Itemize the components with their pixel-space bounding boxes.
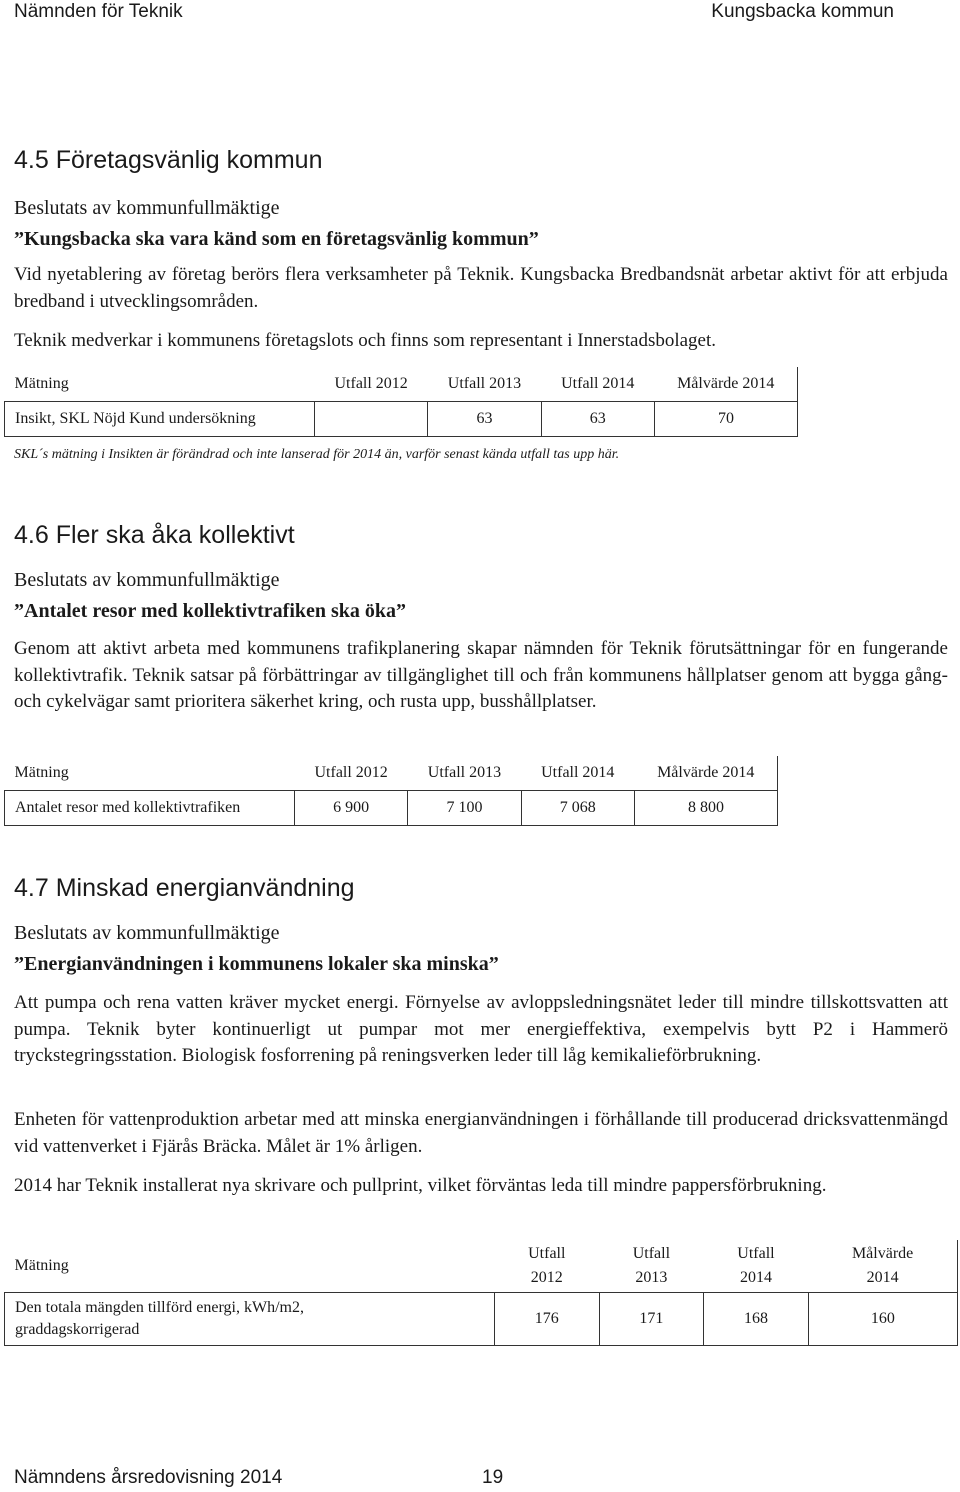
section-title-4-5: 4.5 Företagsvänlig kommun: [14, 146, 323, 174]
table-header-cell: Utfall 2012: [295, 756, 408, 791]
row-label-line: graddagskorrigerad: [15, 1321, 140, 1338]
goal-statement: ”Energianvändningen i kommunens lokaler ska minska”: [14, 953, 499, 975]
table-header-cell: Utfall 2012: [315, 367, 428, 402]
table-cell: 7 100: [408, 791, 521, 826]
table-header-cell: [495, 1240, 600, 1293]
header-line: Utfall: [737, 1245, 775, 1262]
table-cell: [5, 1293, 495, 1346]
goal-statement: ”Kungsbacka ska vara känd som en företagsvänlig kommun”: [14, 228, 539, 250]
table-note: SKL´s mätning i Insikten är förändrad och inte lanserad för 2014 än, varför senast kända utfall tas upp här.: [14, 447, 620, 462]
paragraph: Vid nyetablering av företag berörs flera verksamheter på Teknik. Kungsbacka Bredbandsnät arbetar aktivt för att erbjuda bredband i utvecklingsområden.: [14, 264, 948, 312]
table-cell: 70: [654, 402, 797, 437]
table-header-cell: Målvärde 2014: [634, 756, 777, 791]
table-cell: 63: [428, 402, 541, 437]
table-header-cell: Utfall 2014: [521, 756, 634, 791]
paragraph: Teknik medverkar i kommunens företagslots och finns som representant i Innerstadsbolaget.: [14, 330, 717, 351]
table-cell: 8 800: [634, 791, 777, 826]
footer-title: Nämndens årsredovisning 2014: [14, 1467, 283, 1488]
table-cell: 160: [808, 1293, 957, 1346]
table-header-cell: Utfall 2014: [541, 367, 654, 402]
measurement-table-4-7: [4, 1240, 958, 1346]
header-line: Utfall: [528, 1245, 566, 1262]
decided-by-label: Beslutats av kommunfullmäktige: [14, 569, 280, 591]
table-header-row: [5, 367, 798, 402]
table-cell: 176: [495, 1293, 600, 1346]
paragraph: Genom att aktivt arbeta med kommunens trafikplanering skapar nämnden för Teknik förutsättningar för en fungerande kollektivtrafik. Teknik satsar på förbättringar av tillgänglighet till och från kommunens hållplatser genom att bygga gång- och cykelvägar samt prioritera säkerhet kring, och rusta upp, busshållplatser.: [14, 638, 948, 712]
table-row: [5, 1293, 958, 1346]
table-cell: 171: [599, 1293, 704, 1346]
table-cell: 7 068: [521, 791, 634, 826]
table-cell: 168: [704, 1293, 809, 1346]
header-line: Målvärde: [851, 1245, 914, 1262]
table-cell: [315, 402, 428, 437]
measurement-table-4-5: [4, 367, 798, 437]
table-cell: Antalet resor med kollektivtrafiken: [5, 791, 295, 826]
table-header-cell: Mätning: [5, 1240, 495, 1293]
goal-statement: ”Antalet resor med kollektivtrafiken ska öka”: [14, 600, 407, 622]
table-row: [5, 402, 798, 437]
header-right: Kungsbacka kommun: [711, 1, 894, 22]
measurement-table-4-6: [4, 756, 778, 826]
table-header-cell: Utfall 2013: [428, 367, 541, 402]
table-row: [5, 791, 778, 826]
table-header-cell: [704, 1240, 809, 1293]
table-header-row: [5, 1240, 958, 1293]
table-cell: 6 900: [295, 791, 408, 826]
row-label-line: Den totala mängden tillförd energi, kWh/m2,: [15, 1299, 304, 1316]
section-title-4-6: 4.6 Fler ska åka kollektivt: [14, 521, 295, 549]
table-header-row: [5, 756, 778, 791]
paragraph: Enheten för vattenproduktion arbetar med att minska energianvändningen i förhållande till producerad dricksvattenmängd vid vattenverket i Fjärås Bräcka. Målet är 1% årligen.: [14, 1109, 948, 1157]
decided-by-label: Beslutats av kommunfullmäktige: [14, 922, 280, 944]
page-number: 19: [482, 1467, 504, 1488]
table-header-cell: [599, 1240, 704, 1293]
table-cell: Insikt, SKL Nöjd Kund undersökning: [5, 402, 315, 437]
table-header-cell: Utfall 2013: [408, 756, 521, 791]
table-header-cell: [808, 1240, 957, 1293]
header-line: 2012: [530, 1269, 563, 1286]
header-left: Nämnden för Teknik: [14, 1, 183, 22]
header-line: Utfall: [632, 1245, 671, 1262]
table-header-cell: Mätning: [5, 367, 315, 402]
table-header-cell: Mätning: [5, 756, 295, 791]
header-line: 2014: [739, 1269, 772, 1286]
table-cell: 63: [541, 402, 654, 437]
header-line: 2013: [635, 1269, 668, 1286]
paragraph: Att pumpa och rena vatten kräver mycket energi. Förnyelse av avloppsledningsnätet leder till mindre tillskottsvatten att pumpa. Teknik byter kontinuerligt ut pumpar mot mer energieffektiva, exempelvis bytt P2 i Hammerö tryckstegringsstation. Biologisk fosforrening på reningsverken leder till låg kemikalieförbrukning.: [14, 992, 948, 1066]
decided-by-label: Beslutats av kommunfullmäktige: [14, 197, 280, 219]
header-line: 2014: [866, 1269, 899, 1286]
paragraph: 2014 har Teknik installerat nya skrivare och pullprint, vilket förväntas leda till mindre pappersförbrukning.: [14, 1175, 827, 1196]
table-header-cell: Målvärde 2014: [654, 367, 797, 402]
section-title-4-7: 4.7 Minskad energianvändning: [14, 874, 355, 902]
